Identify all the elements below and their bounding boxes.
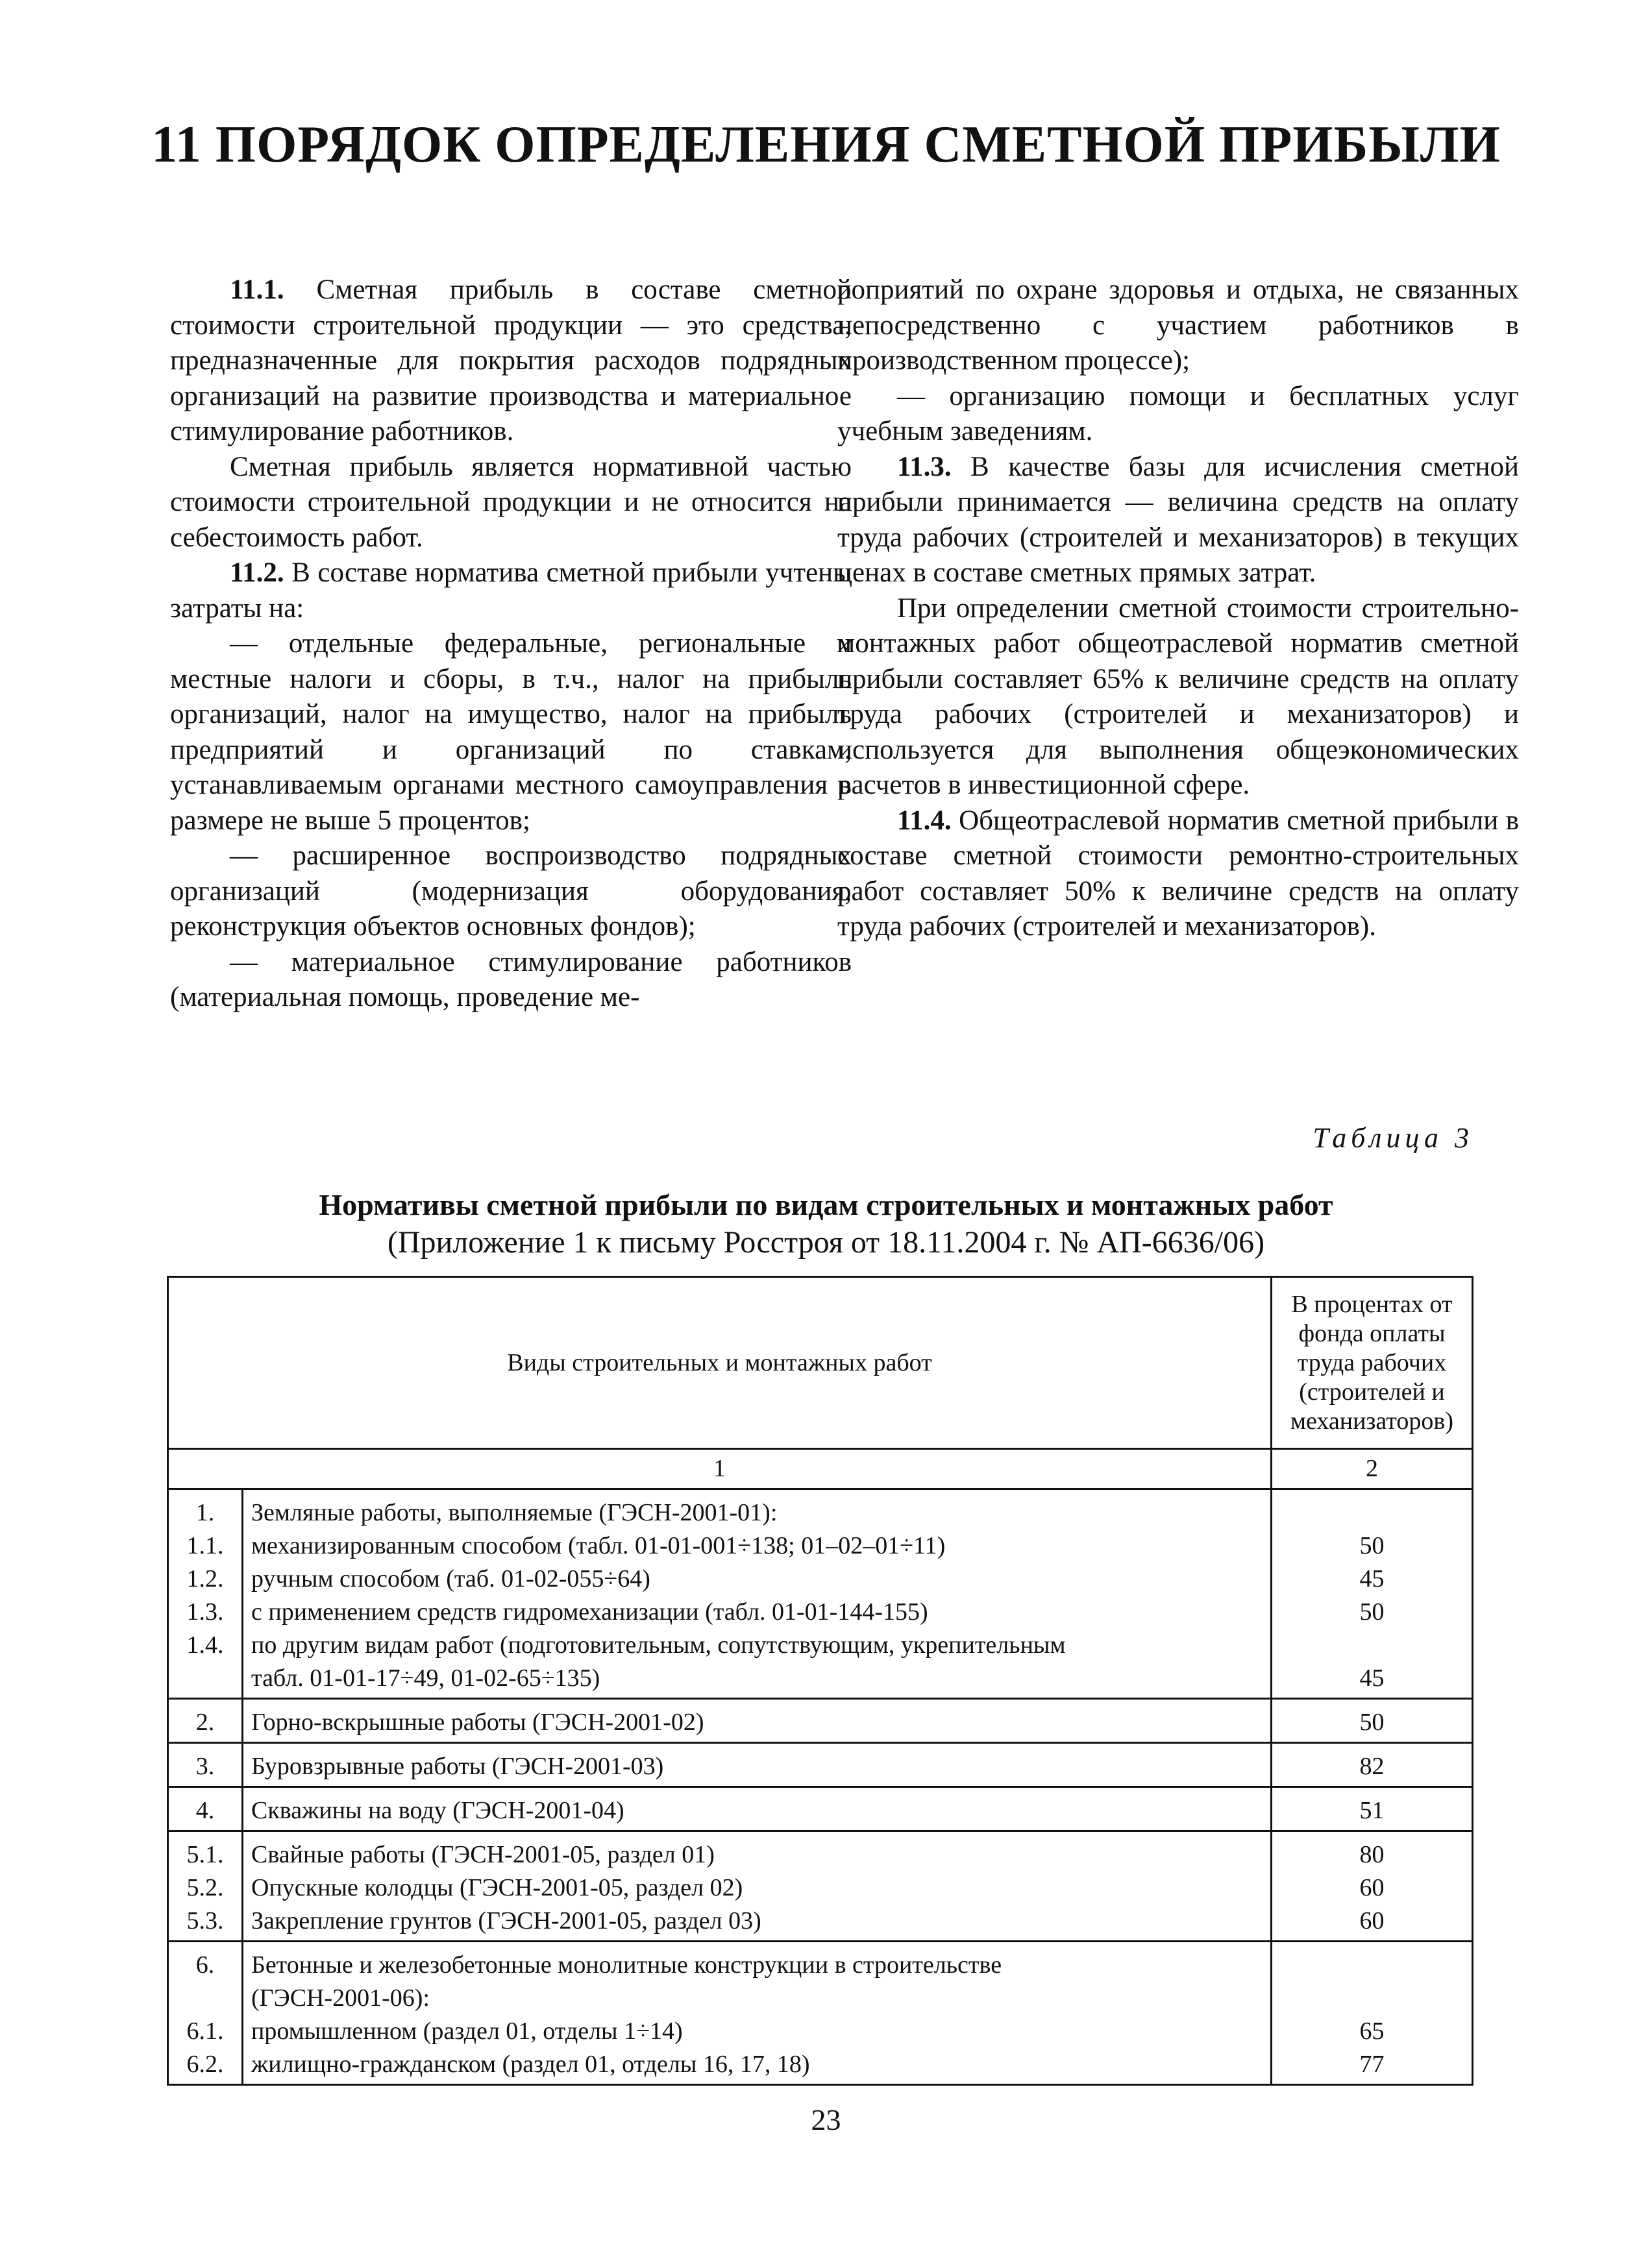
percent-value: 60 [1359,1907,1385,1934]
list-item: — отдельные федеральные, региональные и местные налоги и сборы, в т.ч., налог на прибыль организаций, налог на имущество, налог на прибыль предприятий и организаций по ставкам, устанавливаемым органами местного самоуправления в размере не выше 5 процентов; [170,628,852,836]
list-item: — расширенное воспроизводство подрядных организаций (модернизация оборудования, реконструкция объектов основных фондов); [170,840,852,942]
table-title-source: (Приложение 1 к письму Росстроя от 18.11.2004 г. № АП-6636/06) [387,1225,1265,1260]
table-header-row [168,1277,1473,1449]
header-line: от фонда оплаты [1298,1290,1453,1347]
work-type: Закрепление грунтов (ГЭСН-2001-05, раздел 03) [251,1907,761,1934]
work-type: (ГЭСН-2001-06): [251,1984,430,2012]
row-index: 4. [195,1797,215,1824]
row-index-cell [168,1787,243,1831]
percent-cell [1272,1489,1473,1699]
paragraph-text: В качестве базы для исчисления сметной прибыли принимается — величина средств на оплату труда рабочих (строителей и механизаторов) в текущих ценах в составе сметных прямых затрат. [837,451,1519,588]
row-index-cell [168,1489,243,1699]
percent-value: 50 [1359,1598,1385,1626]
percent-value: 45 [1359,1664,1385,1692]
percent-cell [1272,1942,1473,2085]
row-index: 3. [195,1753,215,1780]
section-title: 11 ПОРЯДОК ОПРЕДЕЛЕНИЯ СМЕТНОЙ ПРИБЫЛИ [151,116,1501,173]
percent-value [1276,1629,1468,1662]
header-work-types: Виды строительных и монтажных работ [168,1277,1272,1449]
row-index [173,1982,238,2015]
percent-value: 51 [1359,1797,1385,1824]
left-text-column [170,273,852,1016]
percent-cell [1272,1699,1473,1743]
row-index: 6.1. [186,2018,224,2045]
table-row [168,1699,1473,1743]
work-type: промышленном (раздел 01, отделы 1÷14) [251,2018,683,2045]
page-number: 23 [811,2103,841,2136]
column-number: 1 [168,1449,1272,1489]
paragraph: При определении сметной стоимости строительно-монтажных работ общеотраслевой норматив сметной прибыли составляет 65% к величине средств на оплату труда рабочих (строителей и механизаторов) и используется для выполнения общеэкономических расчетов в инвестиционной сфере. [837,592,1519,800]
percent-value: 80 [1359,1841,1385,1868]
work-type-cell [243,1787,1272,1831]
row-index: 6. [195,1951,215,1979]
row-index [173,1662,238,1695]
table-title [0,1186,1652,1262]
header-line: труда рабочих [1297,1348,1447,1376]
work-type-cell [243,1831,1272,1942]
row-index: 5.3. [186,1907,224,1934]
work-type: Бетонные и железобетонные монолитные конструкции в строительстве [251,1951,1002,1979]
work-type: по другим видам работ (подготовительным, сопутствующим, укрепительным [251,1631,1066,1659]
header-line: (строителей [1299,1378,1425,1406]
row-index-cell [168,1831,243,1942]
row-index: 1.2. [186,1565,224,1592]
table-row [168,1942,1473,2085]
paragraph-text: Сметная прибыль в составе сметной стоимости строительной продукции — это средства, предназначенные для покрытия расходов подрядных организаций на развитие производства и материальное стимулирование работников. [170,274,852,446]
work-type: Свайные работы (ГЭСН-2001-05, раздел 01) [251,1841,715,1868]
column-number: 2 [1272,1449,1473,1489]
table-label: Таблица 3 [1313,1122,1473,1154]
work-type-cell [243,1743,1272,1787]
row-index-cell [168,1743,243,1787]
work-type-cell [243,1942,1272,2085]
percent-cell [1272,1787,1473,1831]
row-index: 1.4. [186,1631,224,1659]
right-text-column [837,273,1519,945]
percent-cell [1272,1743,1473,1787]
table-body [168,1489,1473,2085]
work-type: с применением средств гидромеханизации (табл. 01-01-144-155) [251,1598,928,1626]
paragraph-11-1 [170,273,852,450]
percent-value: 50 [1359,1709,1385,1736]
row-index: 5.2. [186,1874,224,1901]
header-line: и механизаторов) [1290,1378,1454,1435]
clause-number: 11.3. [897,451,952,482]
row-index: 5.1. [186,1841,224,1868]
work-type: табл. 01-01-17÷49, 01-02-65÷135) [251,1664,600,1692]
percent-value: 60 [1359,1874,1385,1901]
paragraph-11-3 [837,450,1519,591]
clause-number: 11.2. [230,557,284,588]
paragraph-continued: роприятий по охране здоровья и отдыха, не связанных непосредственно с участием работников в производственном процессе); [837,274,1519,376]
percent-cell [1272,1831,1473,1942]
table-row [168,1743,1473,1787]
table-row [168,1489,1473,1699]
row-index: 1.1. [186,1532,224,1559]
paragraph-text: В составе норматива сметной прибыли учтены затраты на: [170,557,852,624]
row-index: 1. [195,1499,215,1526]
table-row [168,1831,1473,1942]
clause-number: 11.1. [230,274,284,305]
list-item: — материальное стимулирование работников (материальная помощь, проведение ме- [170,946,852,1012]
table-title-main: Нормативы сметной прибыли по видам строительных и монтажных работ [319,1188,1333,1221]
percent-value [1276,1949,1468,1982]
work-type: Скважины на воду (ГЭСН-2001-04) [251,1797,624,1824]
percent-value: 82 [1359,1753,1385,1780]
work-type: жилищно-гражданском (раздел 01, отделы 16, 17, 18) [251,2051,810,2078]
work-type: механизированным способом (табл. 01-01-001÷138; 01–02–01÷11) [251,1532,946,1559]
work-type: ручным способом (таб. 01-02-055÷64) [251,1565,650,1592]
row-index: 2. [195,1709,215,1736]
work-type: Опускные колодцы (ГЭСН-2001-05, раздел 02) [251,1874,743,1901]
work-type-cell [243,1489,1272,1699]
column-number-row [168,1449,1473,1489]
percent-value [1276,1496,1468,1530]
paragraph-text: Общеотраслевой норматив сметной прибыли в составе сметной стоимости ремонтно-строительных работ составляет 50% к величине средств на оплату труда рабочих (строителей и механизаторов). [837,805,1519,942]
header-percent [1272,1277,1473,1449]
percent-value: 77 [1359,2051,1385,2078]
header-line: В процентах [1291,1290,1424,1318]
work-type-cell [243,1699,1272,1743]
row-index-cell [168,1942,243,2085]
table-row [168,1787,1473,1831]
list-item: — организацию помощи и бесплатных услуг учебным заведениям. [837,380,1519,446]
profit-norms-table [167,1276,1473,2086]
percent-value: 45 [1359,1565,1385,1592]
work-type: Буровзрывные работы (ГЭСН-2001-03) [251,1753,664,1780]
percent-value [1276,1982,1468,2015]
percent-value: 50 [1359,1532,1385,1559]
clause-number: 11.4. [897,805,952,836]
work-type: Горно-вскрышные работы (ГЭСН-2001-02) [251,1709,704,1736]
work-type: Земляные работы, выполняемые (ГЭСН-2001-01): [251,1499,778,1526]
paragraph-11-4 [837,803,1519,945]
percent-value: 65 [1359,2018,1385,2045]
row-index: 1.3. [186,1598,224,1626]
row-index: 6.2. [186,2051,224,2078]
paragraph: Сметная прибыль является нормативной частью стоимости строительной продукции и не относится на себестоимость работ. [170,451,852,553]
paragraph-11-2 [170,555,852,626]
row-index-cell [168,1699,243,1743]
